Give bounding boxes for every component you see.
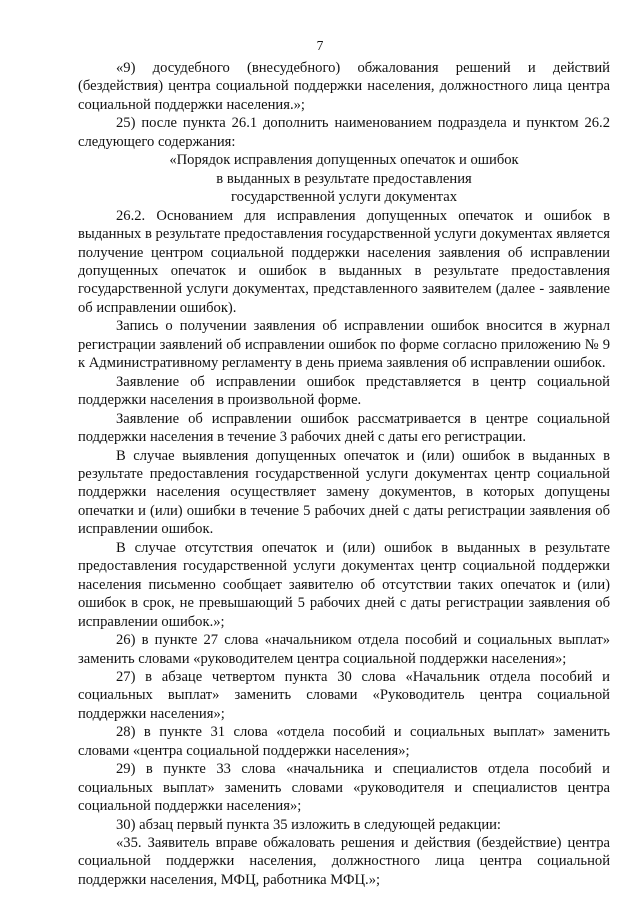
paragraph-no-errors: В случае отсутствия опечаток и (или) ошибок в выданных в результате предоставления государственной услуги документах центр социальной поддержки населения письменно сообщает заявителю об отсутствии таких опечаток и (или) ошибок в срок, не превышающий 5 рабочих дней с даты регистрации заявления об исправлении ошибок.»; <box>78 539 610 630</box>
subsection-heading-line-2: в выданных в результате предоставления <box>216 170 472 187</box>
paragraph-item-26: 26) в пункте 27 слова «начальником отдела пособий и социальных выплат» заменить словами «руководителем центра социальной поддержки населения»; <box>78 632 610 667</box>
document-body <box>78 59 610 889</box>
subsection-heading-line-3: государственной услуги документах <box>230 189 458 206</box>
paragraph-item-27: 27) в абзаце четвертом пункта 30 слова «Начальник отдела пособий и социальных выплат» заменить словами «Руководитель центра социальной поддержки населения»; <box>78 668 610 722</box>
paragraph-item-25: 25) после пункта 26.1 дополнить наименованием подраздела и пунктом 26.2 следующего содержания: <box>78 115 610 150</box>
paragraph-item-35-new: «35. Заявитель вправе обжаловать решения и действия (бездействие) центра социальной поддержки населения, должностного лица центра социальной поддержки населения, МФЦ, работника МФЦ.»; <box>78 835 610 888</box>
paragraph-errors-found: В случае выявления допущенных опечаток и (или) ошибок в выданных в результате предоставления государственной услуги документах центр социальной поддержки населения осуществляет замену документов, в которых допущены опечатки и (или) ошибки в течение 5 рабочих дней с даты регистрации заявления об исправлении ошибок. <box>78 447 610 538</box>
paragraph-review-period: Заявление об исправлении ошибок рассматривается в центре социальной поддержки населения в течение 3 рабочих дней с даты его регистрации. <box>78 410 610 446</box>
paragraph-free-form: Заявление об исправлении ошибок представляется в центр социальной поддержки населения в произвольной форме. <box>78 373 610 409</box>
paragraph-journal-record: Запись о получении заявления об исправлении ошибок вносится в журнал регистрации заявлений об исправлении ошибок по форме согласно приложению № 9 к Административному регламенту в день приема заявления об исправлении ошибок. <box>78 318 610 372</box>
subsection-heading-line-1: «Порядок исправления допущенных опечаток и ошибок <box>169 152 519 169</box>
paragraph-26-2: 26.2. Основанием для исправления допущенных опечаток и ошибок в выданных в результате предоставления государственной услуги документах является получение центром социальной поддержки населения заявления об исправлении допущенных опечаток и ошибок в выданных в результате предоставления государственной услуги документах, представленного заявителем (далее - заявление об исправлении ошибок). <box>78 207 610 316</box>
paragraph-item-29: 29) в пункте 33 слова «начальника и специалистов отдела пособий и социальных выплат» заменить словами «руководителя и специалистов центра социальной поддержки населения»; <box>78 761 610 815</box>
paragraph-item-28: 28) в пункте 31 слова «отдела пособий и социальных выплат» заменить словами «центра социальной поддержки населения»; <box>78 724 610 759</box>
page-number: 7 <box>316 38 324 53</box>
paragraph-item-9-closing: «9) досудебного (внесудебного) обжалования решений и действий (бездействия) центра социальной поддержки населения, должностного лица центра социальной поддержки населения.»; <box>78 60 610 113</box>
paragraph-item-30: 30) абзац первый пункта 35 изложить в следующей редакции: <box>116 816 501 833</box>
